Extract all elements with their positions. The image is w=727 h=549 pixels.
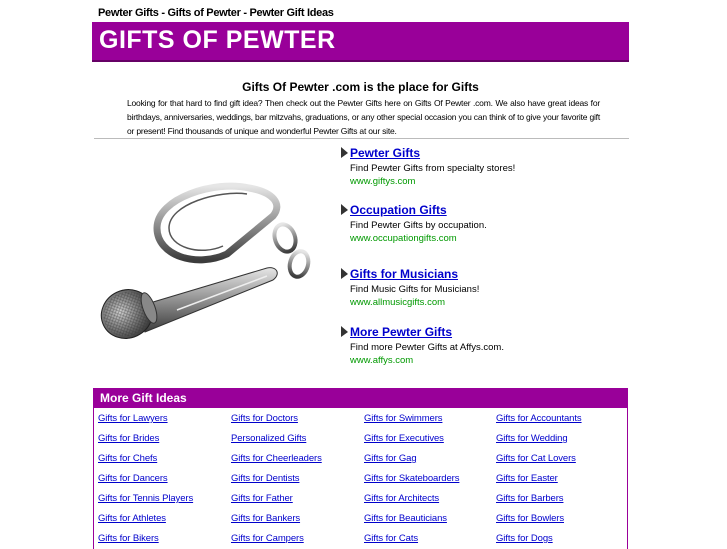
page-top-title: Pewter Gifts - Gifts of Pewter - Pewter Gift Ideas	[98, 7, 334, 19]
featured-link-title[interactable]: Occupation Gifts	[350, 203, 447, 217]
gift-link-gifts-for-gag[interactable]: Gifts for Gag	[364, 453, 417, 464]
featured-link-occupation-gifts	[341, 203, 487, 244]
gift-link-gifts-for-chefs[interactable]: Gifts for Chefs	[98, 453, 158, 464]
more-gift-ideas-header	[94, 389, 627, 408]
gift-link-personalized-gifts[interactable]: Personalized Gifts	[231, 433, 307, 444]
pewter-microphone-keychain-image	[97, 176, 327, 346]
gift-link-gifts-for-campers[interactable]: Gifts for Campers	[231, 533, 304, 544]
gift-link-gifts-for-bankers[interactable]: Gifts for Bankers	[231, 513, 301, 524]
gift-link-gifts-for-brides[interactable]: Gifts for Brides	[98, 433, 160, 444]
gift-link-gifts-for-skateboarders[interactable]: Gifts for Skateboarders	[364, 473, 460, 484]
gift-link-gifts-for-doctors[interactable]: Gifts for Doctors	[231, 413, 298, 424]
featured-link-pewter-gifts	[341, 146, 515, 187]
gift-link-gifts-for-bikers[interactable]: Gifts for Bikers	[98, 533, 159, 544]
gift-link-gifts-for-architects[interactable]: Gifts for Architects	[364, 493, 440, 504]
featured-link-desc: Find Pewter Gifts by occupation.	[350, 220, 487, 231]
featured-link-url: www.giftys.com	[350, 176, 416, 187]
gift-link-gifts-for-cats[interactable]: Gifts for Cats	[364, 533, 419, 544]
gift-link-gifts-for-cheerleaders[interactable]: Gifts for Cheerleaders	[231, 453, 322, 464]
featured-link-url: www.affys.com	[350, 355, 414, 366]
gift-link-gifts-for-accountants[interactable]: Gifts for Accountants	[496, 413, 582, 424]
bullet-arrow-icon	[341, 147, 348, 158]
divider	[94, 138, 629, 139]
featured-link-gifts-for-musicians	[341, 267, 479, 308]
gift-link-gifts-for-dancers[interactable]: Gifts for Dancers	[98, 473, 168, 484]
gift-link-gifts-for-bowlers[interactable]: Gifts for Bowlers	[496, 513, 564, 524]
featured-link-desc: Find Pewter Gifts from specialty stores!	[350, 163, 516, 174]
featured-link-title[interactable]: Gifts for Musicians	[350, 267, 459, 281]
bullet-arrow-icon	[341, 326, 348, 337]
gift-link-gifts-for-wedding[interactable]: Gifts for Wedding	[496, 433, 568, 444]
featured-link-desc: Find more Pewter Gifts at Affys.com.	[350, 342, 504, 353]
bullet-arrow-icon	[341, 204, 348, 215]
gift-link-gifts-for-dentists[interactable]: Gifts for Dentists	[231, 473, 300, 484]
gift-link-gifts-for-lawyers[interactable]: Gifts for Lawyers	[98, 413, 168, 424]
featured-link-url: www.allmusicgifts.com	[350, 297, 446, 308]
banner	[92, 22, 629, 62]
more-gift-ideas-title: More Gift Ideas	[100, 391, 187, 405]
intro-headline: Gifts Of Pewter .com is the place for Gifts	[242, 80, 479, 94]
gift-link-gifts-for-swimmers[interactable]: Gifts for Swimmers	[364, 413, 443, 424]
gift-link-gifts-for-cat-lovers[interactable]: Gifts for Cat Lovers	[496, 453, 576, 464]
featured-link-title[interactable]: More Pewter Gifts	[350, 325, 453, 339]
featured-link-title[interactable]: Pewter Gifts	[350, 146, 421, 160]
more-gift-ideas-box	[93, 388, 628, 549]
gift-link-gifts-for-tennis-players[interactable]: Gifts for Tennis Players	[98, 493, 194, 504]
gift-link-gifts-for-athletes[interactable]: Gifts for Athletes	[98, 513, 166, 524]
gift-link-gifts-for-easter[interactable]: Gifts for Easter	[496, 473, 558, 484]
gift-link-gifts-for-barbers[interactable]: Gifts for Barbers	[496, 493, 564, 504]
gift-link-gifts-for-beauticians[interactable]: Gifts for Beauticians	[364, 513, 447, 524]
intro-text: Looking for that hard to find gift idea? Then check out the Pewter Gifts here on Gifts Of Pewter .com. We also have great ideas for birthdays, anniversaries, weddings, bar mitzvahs, graduations, or any other special occasion you can think of to give your favorite gift or present! Find thousands of unique and wonderful Pewter Gifts at our site.	[127, 98, 600, 136]
gift-link-gifts-for-executives[interactable]: Gifts for Executives	[364, 433, 444, 444]
gift-link-gifts-for-dogs[interactable]: Gifts for Dogs	[496, 533, 553, 544]
gift-link-gifts-for-father[interactable]: Gifts for Father	[231, 493, 293, 504]
banner-title: GIFTS OF PEWTER	[99, 26, 336, 54]
featured-link-more-pewter-gifts	[341, 325, 504, 366]
featured-link-url: www.occupationgifts.com	[350, 233, 457, 244]
bullet-arrow-icon	[341, 268, 348, 279]
featured-link-desc: Find Music Gifts for Musicians!	[350, 284, 480, 295]
